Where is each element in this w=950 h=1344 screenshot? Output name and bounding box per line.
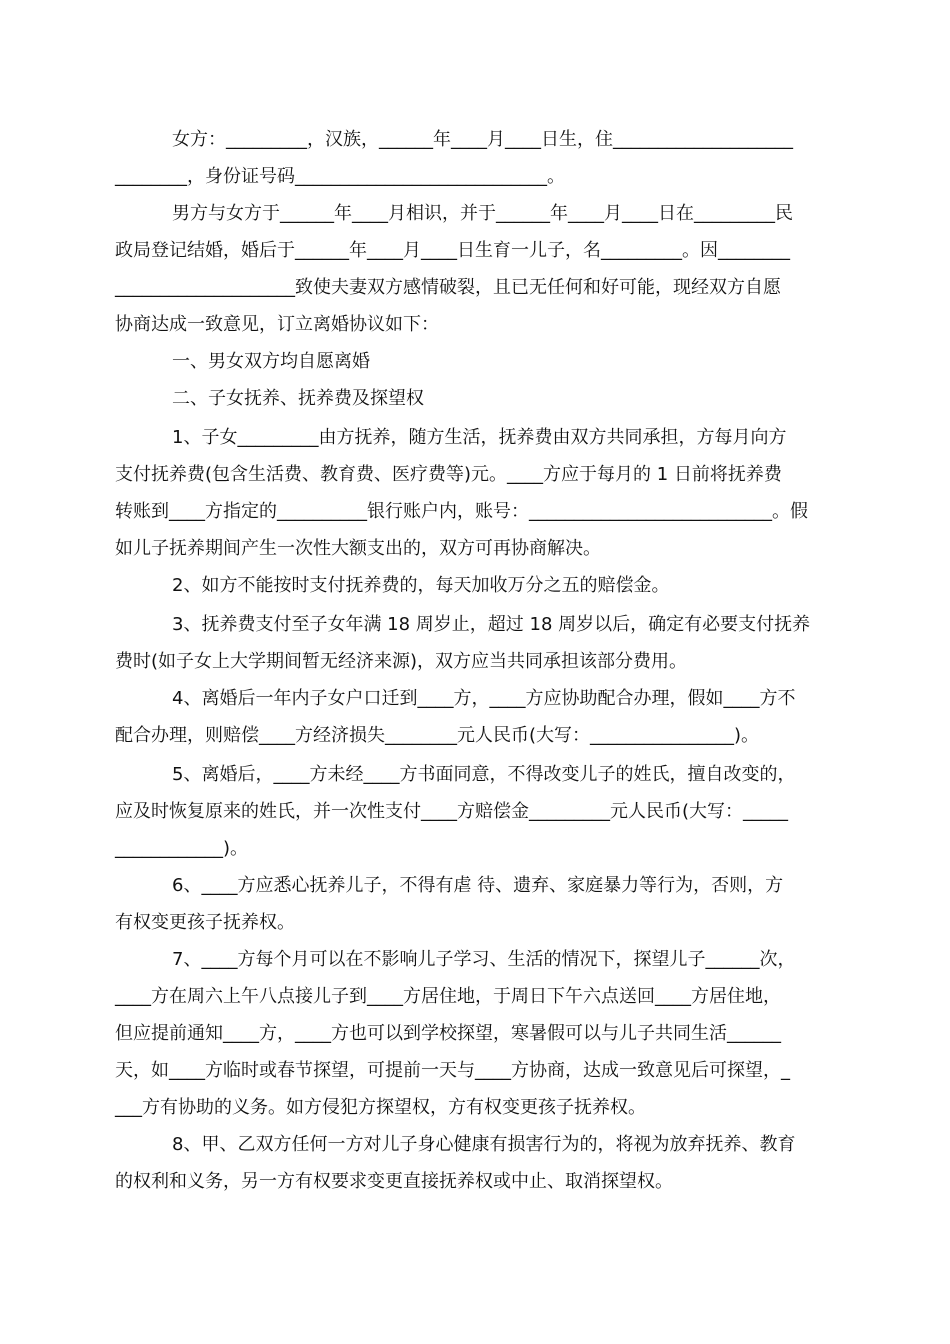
text-line: 配合办理，则赔偿____方经济损失________元人民币(大写：________________)。	[115, 725, 760, 746]
text-line: 女方：_________，汉族，______年____月____日生，住____________________	[172, 129, 793, 150]
text-line: ____________________致使夫妻双方感情破裂，且已无任何和好可能，现经双方自愿	[115, 277, 781, 298]
section-heading: 二、子女抚养、抚养费及探望权	[172, 388, 424, 409]
text-line: 的权利和义务，另一方有权要求变更直接抚养权或中止、取消探望权。	[115, 1171, 673, 1192]
text-line: 2、如方不能按时支付抚养费的，每天加收万分之五的赔偿金。	[172, 575, 670, 596]
text-line: ___方有协助的义务。如方侵犯方探望权，方有权变更孩子抚养权。	[115, 1097, 646, 1118]
text-line: ____________)。	[115, 838, 249, 859]
text-line: 费时(如子女上大学期间暂无经济来源)，双方应当共同承担该部分费用。	[115, 651, 688, 672]
text-line: 政局登记结婚，婚后于______年____月____日生育一儿子，名_________。因________	[115, 240, 790, 261]
text-line: 6、____方应悉心抚养儿子，不得有虐 待、遗弃、家庭暴力等行为，否则，方	[172, 875, 784, 896]
text-line: 天，如____方临时或春节探望，可提前一天与____方协商，达成一致意见后可探望，_	[115, 1060, 790, 1081]
section-heading: 一、男女双方均自愿离婚	[172, 351, 370, 372]
text-line: 支付抚养费(包含生活费、教育费、医疗费等)元。____方应于每月的 1 日前将抚养费	[115, 464, 782, 485]
text-line: ____方在周六上午八点接儿子到____方居住地，于周日下午六点送回____方居住地，	[115, 986, 781, 1007]
text-line: 如儿子抚养期间产生一次性大额支出的，双方可再协商解决。	[115, 538, 601, 559]
text-line: 4、离婚后一年内子女户口迁到____方，____方应协助配合办理，假如____方不	[172, 688, 796, 709]
text-line: 有权变更孩子抚养权。	[115, 912, 295, 933]
text-line: 5、离婚后，____方未经____方书面同意，不得改变儿子的姓氏，擅自改变的，	[172, 764, 796, 785]
text-line: 8、甲、乙双方任何一方对儿子身心健康有损害行为的，将视为放弃抚养、教育	[172, 1134, 796, 1155]
text-line: 转账到____方指定的__________银行账户内，账号：___________________________。假	[115, 501, 808, 522]
text-line: 应及时恢复原来的姓氏，并一次性支付____方赔偿金_________元人民币(大写：_____	[115, 801, 789, 822]
text-line: ________，身份证号码____________________________。	[115, 166, 565, 187]
text-line: 协商达成一致意见，订立离婚协议如下：	[115, 314, 439, 335]
text-line: 3、抚养费支付至子女年满 18 周岁止，超过 18 周岁以后，确定有必要支付抚养	[172, 614, 811, 635]
text-line: 1、子女_________由方抚养，随方生活，抚养费由双方共同承担，方每月向方	[172, 427, 787, 448]
text-line: 男方与女方于______年____月相识，并于______年____月____日在_________民	[172, 203, 793, 224]
text-line: 但应提前通知____方，____方也可以到学校探望，寒暑假可以与儿子共同生活______	[115, 1023, 781, 1044]
text-line: 7、____方每个月可以在不影响儿子学习、生活的情况下，探望儿子______次，	[172, 949, 796, 970]
